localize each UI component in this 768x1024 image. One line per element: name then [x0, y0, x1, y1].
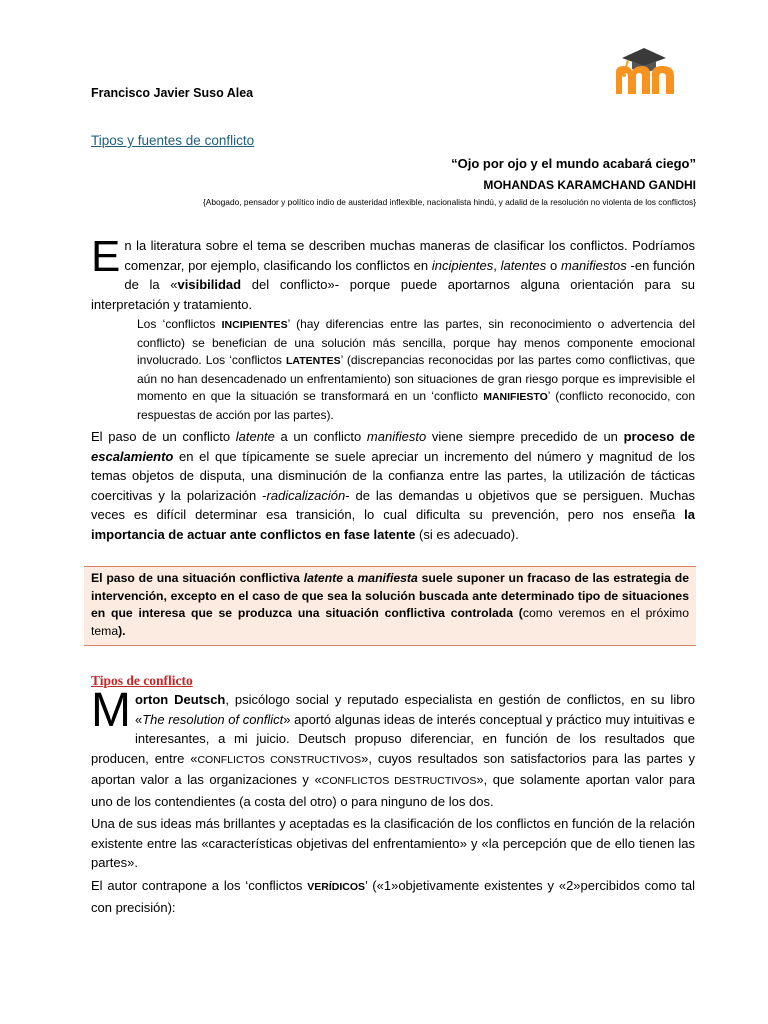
section-heading-tipos: Tipos de conflicto [91, 673, 193, 688]
highlight-callout [84, 566, 696, 646]
paragraph-intro: En la literatura sobre el tema se describen muchas maneras de clasificar los conflictos. Podríamos comenzar, por ejemplo, clasificando los conflictos en incipientes, latentes o manifiestos -en función de la «visibilidad del conflicto»- porque puede aportarnos alguna orientación para su interpretación y tratamiento. [91, 232, 695, 312]
paragraph-deutsch: Morton Deutsch, psicólogo social y reputado especialista en gestión de conflictos, en su libro «The resolution of conflict» aportó algunas ideas de interés conceptual y práctico muy intuitivas e interesantes, a mi juicio. Deutsch propuso diferenciar, en función de los resultados que producen, entre «CONFLICTOS CONSTRUCTIVOS», cuyos resultados son satisfactorios para las partes y aportan valor a las organizaciones y «CONFLICTOS DESTRUCTIVOS», que solamente aportan valor para uno de los contendientes (a costa del otro) o para ninguno de los dos. [91, 684, 696, 809]
paragraph-veridicos: El autor contrapone a los ‘conflictos VERÍDICOS’ («1»objetivamente existentes y «2»percibidos como tal con precisión): [91, 878, 696, 915]
dropcap-e: E [91, 232, 121, 281]
epigraph-author: MOHANDAS KARAMCHAND GANDHI [483, 178, 696, 192]
callout-text: El paso de una situación conflictiva latente a manifiesta suele suponer un fracaso de las estrategia de intervención, excepto en el caso de que sea la solución buscada ante determinado tipo de situaciones en que interesa que se produzca una situación conflictiva controlada (como veremos en el próximo tema). [91, 571, 689, 638]
moodle-logo-icon [608, 44, 684, 96]
section-heading-tipos-fuentes: Tipos y fuentes de conflicto [91, 133, 255, 148]
epigraph-quote: “Ojo por ojo y el mundo acabará ciego” [451, 156, 696, 171]
dropcap-m: M [91, 684, 131, 737]
epigraph-note: {Abogado, pensador y político indio de austeridad inflexible, nacionalista hindú, y adalid de la resolución no violenta de los conflictos} [202, 197, 696, 207]
indented-definitions: Los ‘conflictos INCIPIENTES’ (hay diferencias entre las partes, sin reconocimiento o advertencia del conflicto) se benefician de una solución más sencilla, porque hay menos componente emocional involucrado. Los ‘conflictos LATENTES’ (discrepancias reconocidas por las partes como conflictivas, que aún no han desencadenado un enfrentamiento) son situaciones de gran riesgo porque es imprevisible el momento en que la situación se transformará en un ‘conflicto MANIFIESTO’ (conflicto reconocido, con respuestas de acción por las partes). [137, 317, 696, 422]
paragraph-escalamiento: El paso de un conflicto latente a un conflicto manifiesto viene siempre precedido de un proceso de escalamiento en el que típicamente se suele apreciar un incremento del número y magnitud de los temas objetos de disputa, una disminución de la confianza entre las partes, la utilización de tácticas coercitivas y la polarización -radicalización- de las demandas u objetivos que se persiguen. Muchas veces es difícil determinar esa transición, lo cual dificulta su prevención, pero nos enseña la importancia de actuar ante conflictos en fase latente (si es adecuado). [91, 429, 696, 542]
author-name: Francisco Javier Suso Alea [91, 86, 254, 100]
paragraph-clasificacion: Una de sus ideas más brillantes y aceptadas es la clasificación de los conflictos en función de la relación existente entre las «características objetivas del enfrentamiento» y «la percepción que de ello tienen las partes». [91, 816, 695, 870]
